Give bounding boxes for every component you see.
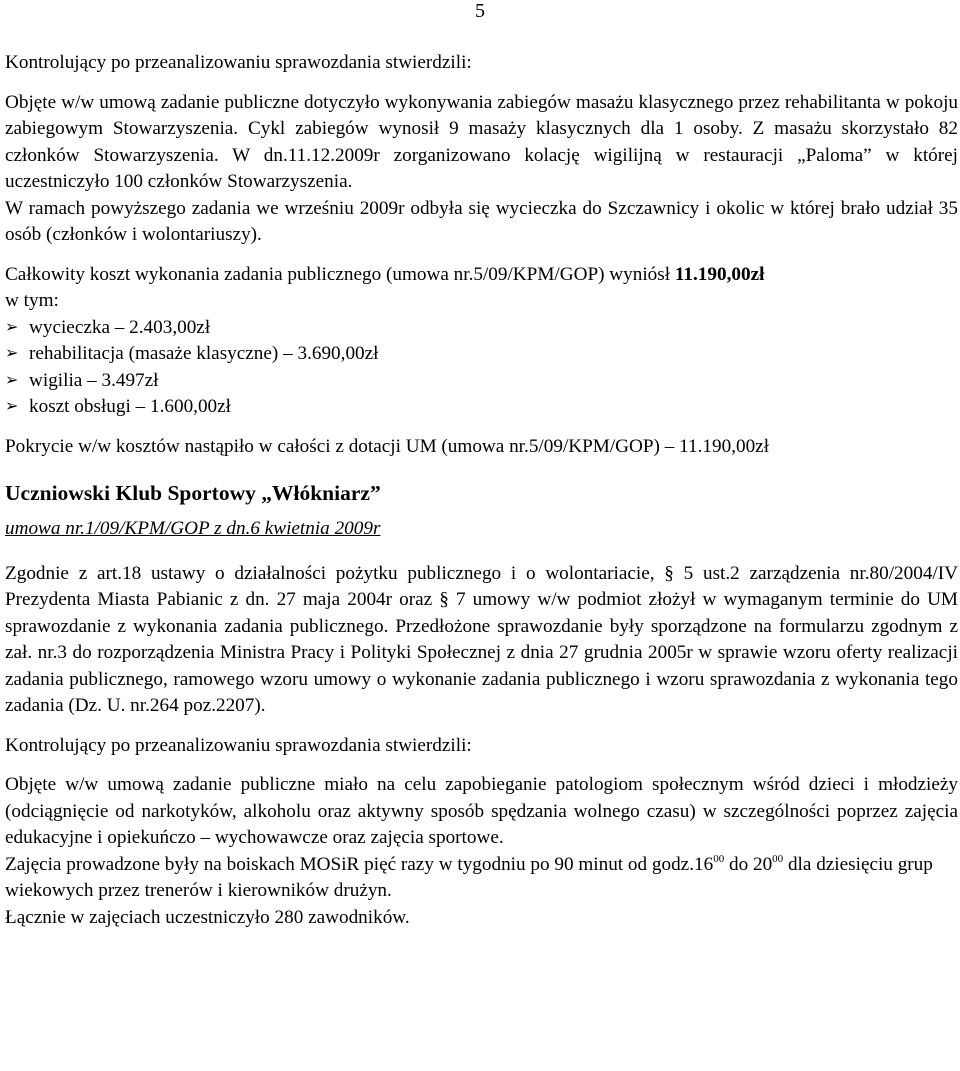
total-cost-value: 11.190,00zł — [674, 263, 765, 285]
coverage-line: Pokrycie w/w kosztów nastąpiło w całości z dotacji UM (umowa nr.5/09/KPM/GOP) – 11.190,00zł — [5, 435, 770, 457]
cost-item-text: koszt obsługi – 1.600,00zł — [29, 396, 231, 417]
list-item — [5, 341, 958, 368]
participants-line: Łącznie w zajęciach uczestniczyło 280 zawodników. — [5, 906, 410, 928]
schedule-paragraph — [5, 852, 958, 905]
total-cost-label: Całkowity koszt wykonania zadania publicznego (umowa nr.5/09/KPM/GOP) wyniósł — [5, 263, 671, 285]
task-description-paragraph: Objęte w/w umową zadanie publiczne dotyczyło wykonywania zabiegów masażu klasycznego przez rehabilitanta w pokoju zabiegowym Stowarzyszenia. Cykl zabiegów wynosił 9 masaży klasycznych dla 1 osoby. Z masażu skorzystało 82 członków Stowarzyszenia. W dn.11.12.2009r zorganizowano kolację wigilijną w restauracji „Paloma” w której uczestniczyło 100 członków Stowarzyszenia. — [5, 91, 958, 192]
agreement-reference: umowa nr.1/09/KPM/GOP z dn.6 kwietnia 2009r — [5, 518, 381, 539]
schedule-superscript: 00 — [772, 852, 784, 865]
arrow-bullet-icon: ➢ — [5, 398, 19, 415]
schedule-text: do 20 — [724, 853, 773, 875]
including-label: w tym: — [5, 290, 59, 311]
arrow-bullet-icon: ➢ — [5, 318, 19, 336]
list-item — [5, 315, 958, 342]
arrow-bullet-icon: ➢ — [5, 371, 19, 389]
schedule-text: dla dziesięciu grup wiekowych przez trenerów i kierowników drużyn. — [5, 853, 933, 901]
trip-paragraph: W ramach powyższego zadania we wrześniu 2009r odbyła się wycieczka do Szczawnicy i okolic w której brało udział 35 osób (członków i wolontariuszy). — [5, 197, 958, 245]
total-cost-line — [5, 262, 958, 289]
document-body — [5, 50, 958, 931]
cost-breakdown-list — [5, 315, 958, 421]
controllers-statement: Kontrolujący po przeanalizowaniu sprawozdania stwierdzili: — [5, 734, 472, 756]
schedule-superscript: 00 — [713, 852, 725, 865]
cost-item-text: wigilia – 3.497zł — [29, 369, 159, 391]
list-item — [5, 394, 958, 421]
schedule-text: Zajęcia prowadzone były na boiskach MOSiR pięć razy w tygodniu po 90 minut od godz.16 — [5, 853, 714, 875]
cost-item-text: wycieczka – 2.403,00zł — [29, 316, 211, 338]
controllers-statement: Kontrolujący po przeanalizowaniu sprawozdania stwierdzili: — [5, 52, 472, 73]
compliance-paragraph: Zgodnie z art.18 ustawy o działalności pożytku publicznego i o wolontariacie, § 5 ust.2 zarządzenia nr.80/2004/IV Prezydenta Miasta Pabianic z dn. 27 maja 2004r oraz § 7 umowy w/w podmiot złożył w wymaganym terminie do UM sprawozdanie z wykonania zadania publicznego. Przedłożone sprawozdanie były sporządzone na formularzu zgodnym z zał. nr.3 do rozporządzenia Ministra Pracy i Polityki Społecznej z dnia 27 grudnia 2005r w sprawie wzoru oferty realizacji zadania publicznego, ramowego wzoru umowy o wykonanie zadania publicznego i wzoru sprawozdania z wykonania tego zadania (Dz. U. nr.264 poz.2207). — [5, 562, 958, 716]
task-description-paragraph: Objęte w/w umową zadanie publiczne miało na celu zapobieganie patologiom społecznym wśród dzieci i młodzieży (odciągnięcie od narkotyków, alkoholu oraz aktywny sposób spędzania wolnego czasu) w szczególności poprzez zajęcia edukacyjne i opiekuńczo – wychowawcze oraz zajęcia sportowe. — [5, 774, 958, 848]
list-item — [5, 368, 958, 395]
section-heading: Uczniowski Klub Sportowy „Włókniarz” — [5, 481, 381, 505]
page-number: 5 — [475, 0, 485, 22]
cost-item-text: rehabilitacja (masaże klasyczne) – 3.690,00zł — [29, 343, 379, 364]
arrow-bullet-icon: ➢ — [5, 345, 19, 362]
